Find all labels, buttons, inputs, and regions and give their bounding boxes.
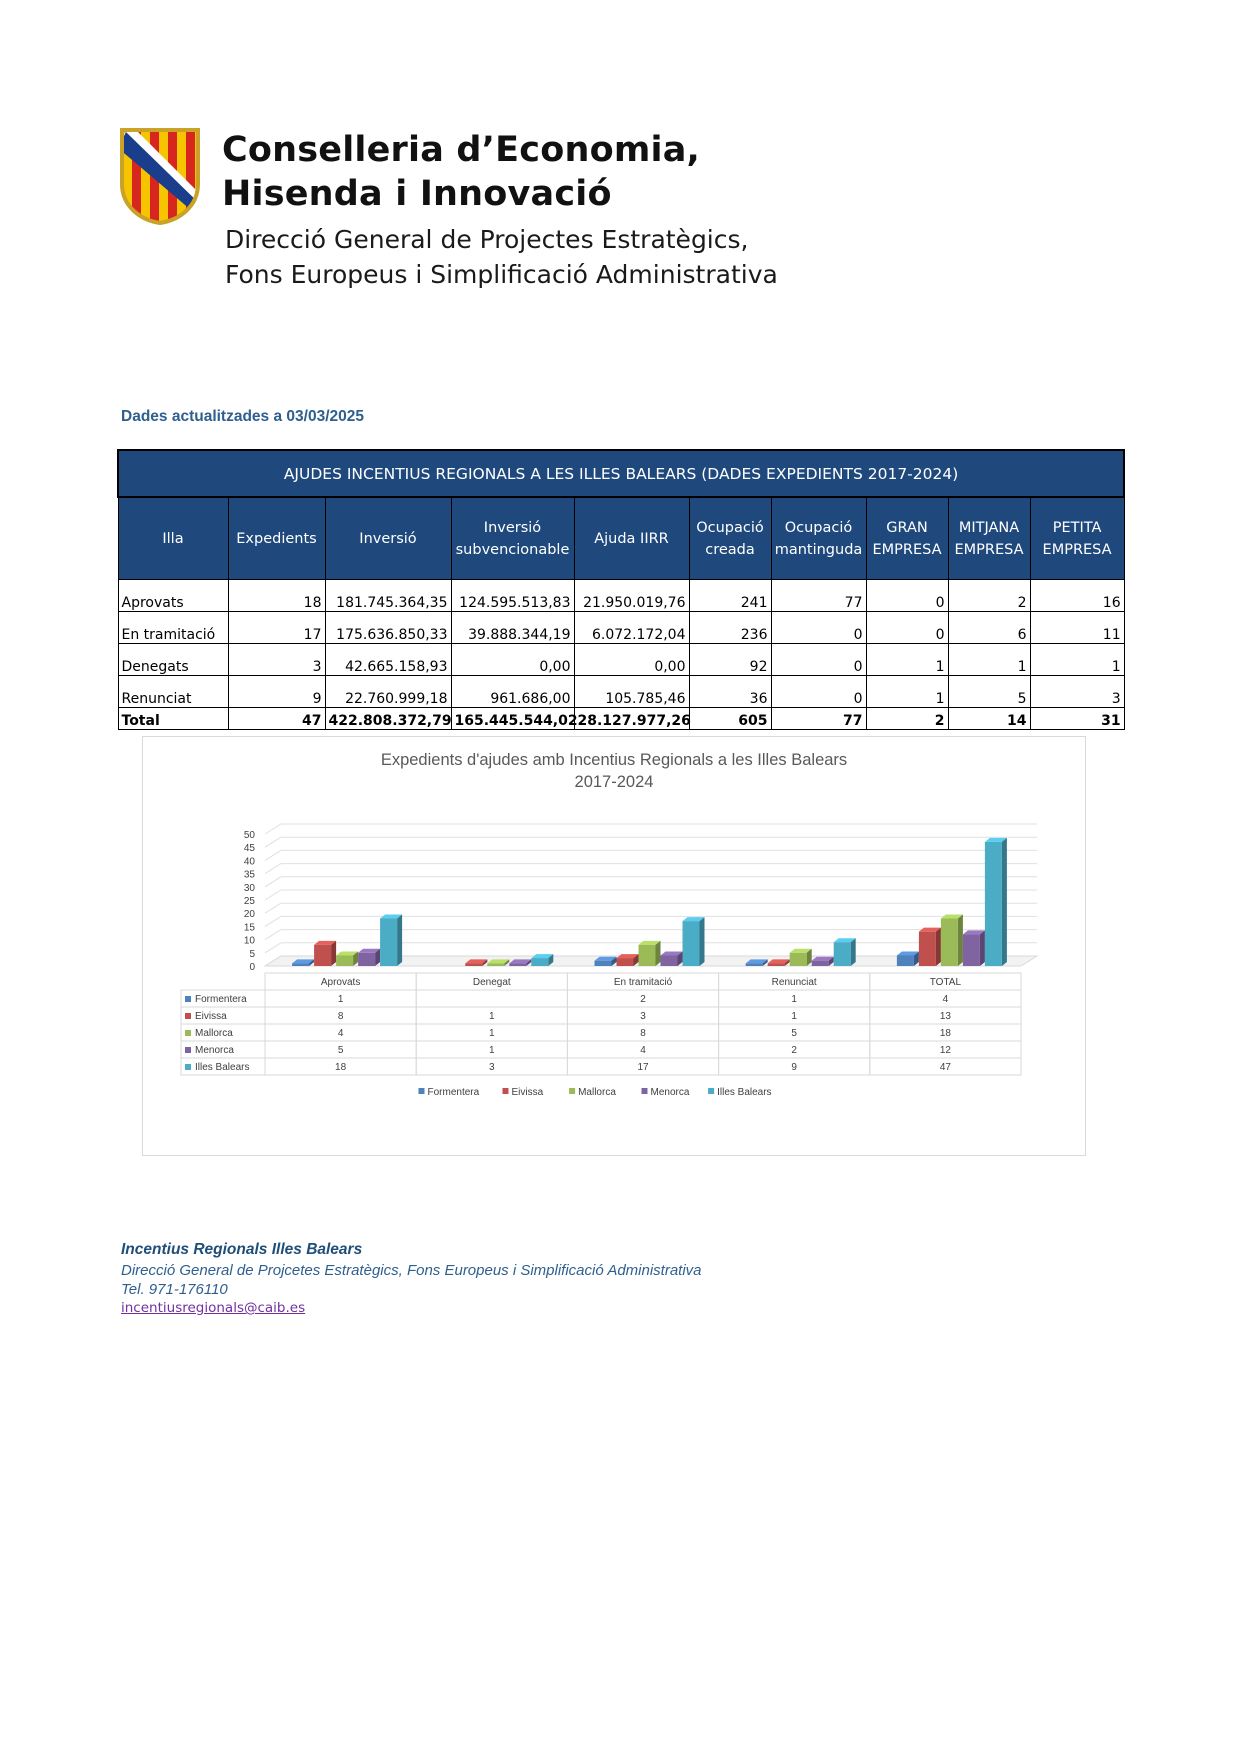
col-header-gran-empresa: GRAN EMPRESA (866, 497, 948, 580)
data-value: 1 (791, 1011, 797, 1022)
expedients-chart (142, 736, 1086, 1156)
cell-inversio: 42.665.158,93 (325, 644, 451, 676)
y-tick-label: 20 (243, 909, 255, 921)
row-label: En tramitació (118, 612, 228, 644)
col-header-expedients: Expedients (228, 497, 325, 580)
total-ajuda: 28.127.977,26 (574, 708, 689, 730)
data-value: 8 (640, 1028, 646, 1039)
directorate-line1: Direcció General de Projectes Estratègics, (225, 225, 749, 254)
series-label: Mallorca (195, 1028, 233, 1039)
data-value: 12 (939, 1045, 951, 1056)
bar-menorca (661, 955, 678, 966)
legend-label: Formentera (427, 1087, 480, 1098)
side-gridline (265, 930, 281, 940)
legend-marker (642, 1088, 648, 1094)
ministry-title-line1: Conselleria d’Economia, (222, 130, 701, 170)
chart-plot (143, 737, 1085, 1155)
cell-inversio-subvencionable: 39.888.344,19 (451, 612, 574, 644)
cell-gran-empresa: 1 (866, 676, 948, 708)
side-gridline (265, 943, 281, 953)
cell-expedients: 17 (228, 612, 325, 644)
legend-marker (419, 1088, 425, 1094)
cell-mitjana-empresa: 1 (948, 644, 1030, 676)
legend-marker (708, 1088, 714, 1094)
data-value: 18 (939, 1028, 951, 1039)
data-value: 13 (939, 1011, 951, 1022)
cell-inversio: 22.760.999,18 (325, 676, 451, 708)
table-caption: AJUDES INCENTIUS REGIONALS A LES ILLES BALEARS (DADES EXPEDIENTS 2017-2024) (118, 450, 1124, 497)
aid-summary-table (117, 449, 1125, 730)
category-label: En tramitació (613, 977, 673, 988)
cell-inversio-subvencionable: 0,00 (451, 644, 574, 676)
chart-title-line2: 2017-2024 (574, 773, 654, 791)
total-petita-empresa: 31 (1030, 708, 1124, 730)
cell-petita-empresa: 1 (1030, 644, 1124, 676)
legend-marker (569, 1088, 575, 1094)
bar-illes-balears (380, 918, 397, 966)
side-gridline (265, 890, 281, 900)
table-row (118, 644, 1124, 676)
data-value: 47 (939, 1062, 951, 1073)
legend-key (185, 1030, 191, 1036)
total-inversio-subvencionable: 165.445.544,02 (451, 708, 574, 730)
data-value: 1 (489, 1011, 495, 1022)
ministry-title-line2: Hisenda i Innovació (222, 174, 612, 214)
cell-mitjana-empresa: 5 (948, 676, 1030, 708)
data-value: 5 (337, 1045, 344, 1056)
cell-ajuda: 105.785,46 (574, 676, 689, 708)
y-tick-label: 5 (249, 948, 255, 960)
footer-department: Direcció General de Projcetes Estratègics, Fons Europeus i Simplificació Administrativa (121, 1262, 702, 1279)
bar-formentera (897, 955, 914, 966)
data-value: 1 (489, 1045, 495, 1056)
cell-expedients: 18 (228, 580, 325, 612)
series-label: Formentera (195, 994, 247, 1005)
ministry-title (222, 128, 700, 216)
total-expedients: 47 (228, 708, 325, 730)
bar-illes-balears (985, 842, 1002, 966)
chart-title-line1: Expedients d'ajudes amb Incentius Regionals a les Illes Balears (380, 751, 848, 769)
cell-inversio-subvencionable: 961.686,00 (451, 676, 574, 708)
bar-eivissa (919, 932, 936, 966)
cell-mitjana-empresa: 2 (948, 580, 1030, 612)
legend-key (185, 996, 191, 1002)
col-header-ocupacio-mantinguda: Ocupació mantinguda (771, 497, 866, 580)
data-value: 1 (791, 994, 797, 1005)
bar-illes-balears (834, 942, 851, 966)
total-row (118, 708, 1124, 730)
cell-ocupacio-mantinguda: 0 (771, 676, 866, 708)
data-value: 1 (337, 994, 344, 1005)
bar-eivissa (617, 958, 634, 966)
table-row (118, 580, 1124, 612)
cell-gran-empresa: 0 (866, 580, 948, 612)
side-gridline (265, 824, 281, 834)
col-header-illa: Illa (118, 497, 228, 580)
table-cell (416, 990, 567, 1007)
series-label: Menorca (195, 1045, 234, 1056)
bar-side (851, 938, 856, 966)
bar-mallorca (336, 955, 353, 966)
col-header-inversio: Inversió (325, 497, 451, 580)
category-label: Aprovats (320, 977, 361, 988)
legend-marker (503, 1088, 509, 1094)
side-gridline (265, 837, 281, 847)
y-tick-label: 50 (243, 830, 255, 841)
y-tick-label: 35 (243, 869, 255, 881)
cell-ocupacio-creada: 241 (689, 580, 771, 612)
total-inversio: 422.808.372,79 (325, 708, 451, 730)
row-label: Aprovats (118, 580, 228, 612)
data-value: 2 (640, 994, 646, 1005)
data-value: 4 (640, 1045, 646, 1056)
bar-eivissa (768, 963, 785, 966)
data-value: 18 (335, 1062, 347, 1073)
legend-label: Menorca (650, 1087, 690, 1098)
bar-formentera (292, 963, 309, 966)
cell-ajuda: 21.950.019,76 (574, 580, 689, 612)
y-tick-label: 15 (243, 922, 255, 934)
bar-side (958, 914, 963, 966)
legend-key (185, 1064, 191, 1070)
cell-petita-empresa: 11 (1030, 612, 1124, 644)
cell-inversio: 181.745.364,35 (325, 580, 451, 612)
bar-menorca (509, 963, 526, 966)
y-tick-label: 40 (243, 856, 255, 868)
y-tick-label: 0 (249, 962, 255, 973)
cell-gran-empresa: 0 (866, 612, 948, 644)
row-label: Renunciat (118, 676, 228, 708)
category-label: TOTAL (929, 977, 962, 988)
bar-side (936, 928, 941, 966)
data-value: 2 (791, 1045, 797, 1056)
cell-gran-empresa: 1 (866, 644, 948, 676)
cell-ocupacio-creada: 36 (689, 676, 771, 708)
cell-petita-empresa: 3 (1030, 676, 1124, 708)
bar-side (397, 914, 402, 966)
bar-side (1002, 838, 1007, 966)
cell-petita-empresa: 16 (1030, 580, 1124, 612)
data-value: 3 (489, 1062, 495, 1073)
side-gridline (265, 850, 281, 860)
data-value: 4 (337, 1028, 344, 1039)
cell-expedients: 3 (228, 644, 325, 676)
bar-menorca (963, 934, 980, 966)
y-tick-label: 45 (243, 843, 255, 855)
bar-illes-balears (531, 958, 548, 966)
category-label: Renunciat (771, 977, 817, 988)
legend-label: Illes Balears (717, 1087, 772, 1098)
data-value: 17 (637, 1062, 649, 1073)
legend-key (185, 1013, 191, 1019)
total-mitjana-empresa: 14 (948, 708, 1030, 730)
footer-email-link[interactable]: incentiusregionals@caib.es (121, 1300, 306, 1316)
bar-mallorca (941, 918, 958, 966)
col-header-petita-empresa: PETITA EMPRESA (1030, 497, 1124, 580)
data-value: 9 (791, 1062, 797, 1073)
cell-ocupacio-mantinguda: 0 (771, 644, 866, 676)
data-value: 5 (791, 1028, 797, 1039)
coat-of-arms-logo (118, 126, 202, 226)
bar-mallorca (487, 963, 504, 966)
bar-side (656, 941, 661, 966)
bar-formentera (746, 963, 763, 966)
footer-org: Incentius Regionals Illes Balears (121, 1241, 363, 1258)
data-value: 3 (640, 1011, 646, 1022)
cell-inversio: 175.636.850,33 (325, 612, 451, 644)
cell-ocupacio-mantinguda: 77 (771, 580, 866, 612)
y-tick-label: 25 (243, 896, 255, 907)
side-gridline (265, 877, 281, 887)
bar-side (331, 941, 336, 966)
cell-inversio-subvencionable: 124.595.513,83 (451, 580, 574, 612)
total-label: Total (118, 708, 228, 730)
category-label: Denegat (472, 977, 511, 988)
y-tick-label: 30 (243, 882, 255, 894)
data-value: 4 (942, 994, 949, 1005)
col-header-ajuda: Ajuda IIRR (574, 497, 689, 580)
footer-phone: Tel. 971-176110 (121, 1281, 228, 1298)
table-row (118, 676, 1124, 708)
bar-eivissa (314, 945, 331, 966)
cell-ocupacio-creada: 92 (689, 644, 771, 676)
cell-ocupacio-mantinguda: 0 (771, 612, 866, 644)
bar-illes-balears (683, 921, 700, 966)
legend-label: Mallorca (578, 1087, 616, 1098)
total-ocupacio-mantinguda: 77 (771, 708, 866, 730)
cell-ajuda: 0,00 (574, 644, 689, 676)
col-header-mitjana-empresa: MITJANA EMPRESA (948, 497, 1030, 580)
cell-mitjana-empresa: 6 (948, 612, 1030, 644)
row-label: Denegats (118, 644, 228, 676)
cell-expedients: 9 (228, 676, 325, 708)
bar-side (700, 917, 705, 966)
legend-key (185, 1047, 191, 1053)
data-value: 8 (337, 1011, 344, 1022)
side-gridline (265, 903, 281, 913)
directorate-line2: Fons Europeus i Simplificació Administrativa (225, 260, 778, 289)
side-gridline (265, 916, 281, 926)
update-date: Dades actualitzades a 03/03/2025 (121, 408, 364, 425)
bar-menorca (358, 953, 375, 966)
directorate-subtitle (225, 222, 778, 292)
cell-ocupacio-creada: 236 (689, 612, 771, 644)
series-label: Eivissa (195, 1011, 227, 1022)
bar-menorca (812, 961, 829, 966)
bar-formentera (595, 961, 612, 966)
total-ocupacio-creada: 605 (689, 708, 771, 730)
col-header-ocupacio-creada: Ocupació creada (689, 497, 771, 580)
side-gridline (265, 864, 281, 874)
bar-mallorca (639, 945, 656, 966)
bar-eivissa (465, 963, 482, 966)
y-tick-label: 10 (243, 935, 255, 947)
col-header-inversio-subvencionable: Inversió subvencionable (451, 497, 574, 580)
bar-side (980, 930, 985, 966)
bar-mallorca (790, 953, 807, 966)
legend-label: Eivissa (511, 1087, 544, 1098)
data-value: 1 (489, 1028, 495, 1039)
table-row (118, 612, 1124, 644)
total-gran-empresa: 2 (866, 708, 948, 730)
cell-ajuda: 6.072.172,04 (574, 612, 689, 644)
series-label: Illes Balears (195, 1062, 250, 1073)
